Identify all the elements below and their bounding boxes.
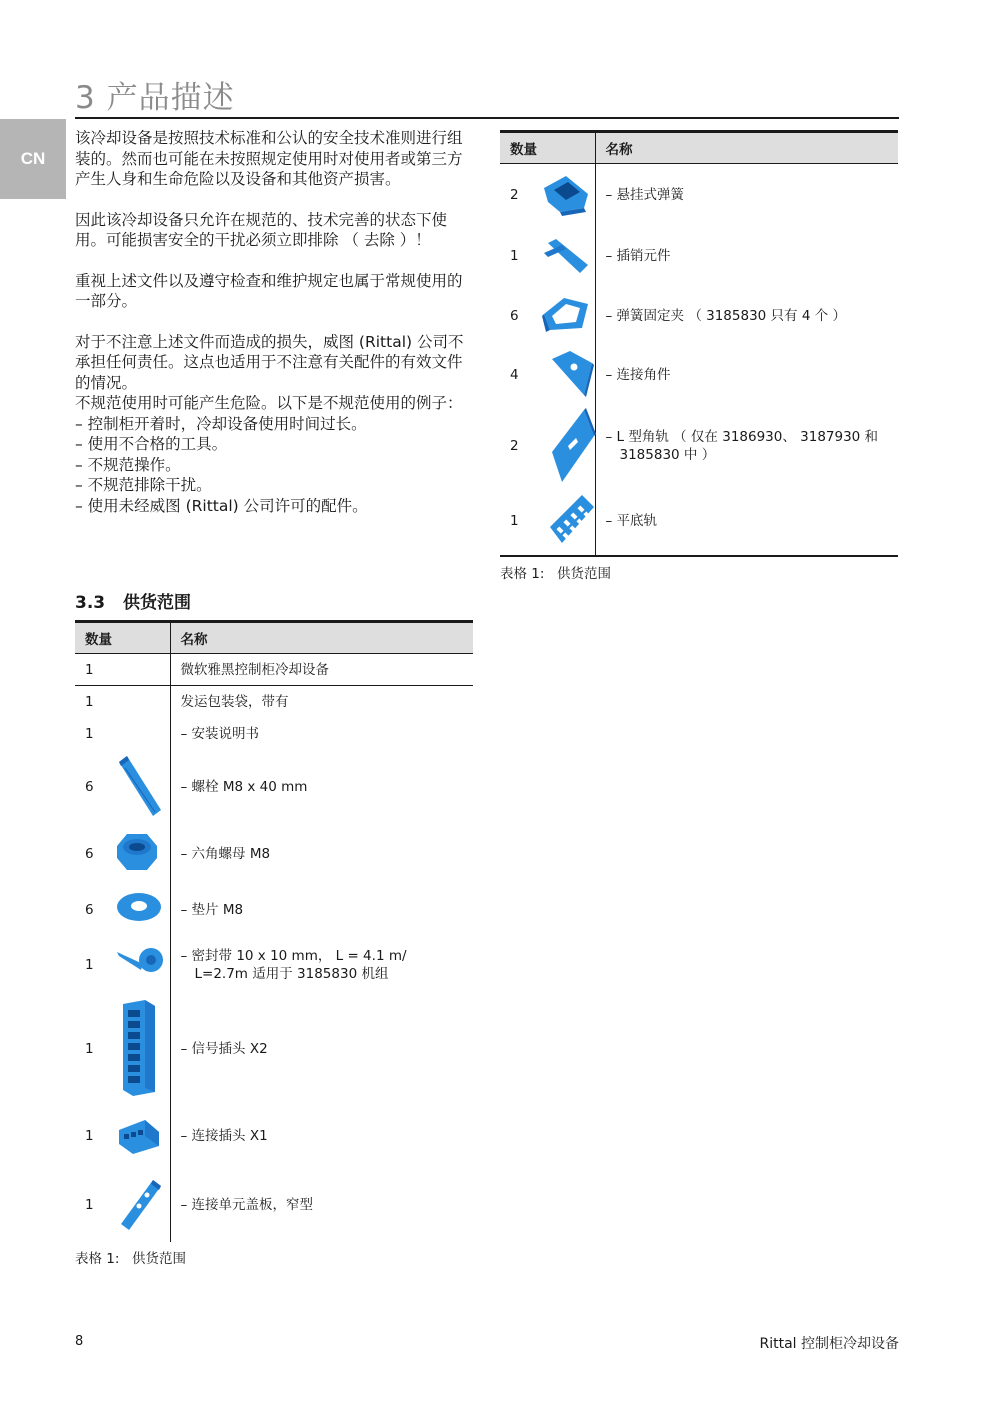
name-header: 名称 xyxy=(595,132,898,164)
caption-text: 供货范围 xyxy=(132,1251,186,1267)
chapter-title: 3 产品描述 xyxy=(75,80,235,116)
name-cell: – 螺栓 M8 x 40 mm xyxy=(180,779,308,795)
name-cell-line2: L=2.7m 适用于 3185830 机组 xyxy=(194,966,389,982)
flat-rail-icon xyxy=(548,493,596,547)
title-rule xyxy=(75,117,899,119)
table-row xyxy=(75,994,473,1104)
spring-clip-icon xyxy=(540,294,592,334)
name-cell: – 连接单元盖板，窄型 xyxy=(180,1197,314,1213)
table-row xyxy=(75,718,473,750)
name-cell: – 悬挂式弹簧 xyxy=(605,186,685,203)
name-cell: 发运包装袋，带有 xyxy=(180,694,289,710)
qty-cell: 1 xyxy=(85,694,94,710)
paragraph-inspection: 重视上述文件以及遵守检查和维护规定也属于常规使用的一部分。 xyxy=(75,271,463,310)
bolt-icon xyxy=(115,754,165,818)
qty-cell: 6 xyxy=(85,779,94,795)
language-tab[interactable]: CN xyxy=(0,119,66,199)
qty-cell: 1 xyxy=(85,726,94,742)
qty-cell: 2 xyxy=(510,437,519,454)
paragraph-condition: 因此该冷却设备只允许在规范的、技术完善的状态下使用。可能损害安全的干扰必须立即排除 （ 去除 ）！ xyxy=(75,210,448,249)
name-cell: – 平底轨 xyxy=(605,513,658,529)
name-cell: – 六角螺母 M8 xyxy=(180,846,271,862)
name-cell-line2: 3185830 中 ） xyxy=(619,446,716,463)
table-row xyxy=(75,936,473,994)
caption-label: 表格 1: xyxy=(500,566,545,582)
name-cell: – 连接角件 xyxy=(605,366,671,383)
qty-cell: 1 xyxy=(85,1197,94,1213)
section-heading xyxy=(75,588,191,613)
table-row xyxy=(500,404,898,487)
name-cell: – 安装说明书 xyxy=(180,726,260,742)
misuse-item: – 不规范操作。 xyxy=(75,455,181,474)
name-cell: – 插销元件 xyxy=(605,247,671,264)
misuse-item: – 控制柜开着时，冷却设备使用时间过长。 xyxy=(75,414,367,433)
table-row xyxy=(500,164,898,226)
paragraph-liability: 对于不注意上述文件而造成的损失，威图 (Rittal) 公司不承担任何责任。这点也适用于不注意有关配件的有效文件的情况。 xyxy=(75,332,464,392)
washer-icon xyxy=(115,890,163,924)
qty-cell: 6 xyxy=(85,846,94,862)
signal-plug-icon xyxy=(115,998,159,1098)
caption-label: 表格 1: xyxy=(75,1251,120,1267)
table-row xyxy=(75,654,473,686)
qty-cell: 1 xyxy=(85,957,94,973)
l-angle-rail-icon xyxy=(548,408,598,484)
caption-text: 供货范围 xyxy=(557,566,611,582)
table-row xyxy=(500,286,898,345)
table-row xyxy=(75,824,473,884)
qty-cell: 1 xyxy=(85,1128,94,1144)
table-row xyxy=(75,1104,473,1168)
suspension-spring-icon xyxy=(540,172,592,216)
name-cell: – 连接插头 X1 xyxy=(180,1128,268,1144)
table-row xyxy=(75,750,473,824)
latch-element-icon xyxy=(540,235,592,275)
page-number: 8 xyxy=(75,1334,84,1349)
name-header: 名称 xyxy=(170,622,473,654)
supply-table-right xyxy=(500,130,898,557)
name-cell: – L 型角轨 （ 仅在 3186930、 3187930 和 xyxy=(605,428,879,445)
qty-cell: 2 xyxy=(510,186,519,203)
qty-cell: 1 xyxy=(85,661,94,678)
misuse-item: – 使用不合格的工具。 xyxy=(75,435,228,453)
table-row xyxy=(500,225,898,286)
cover-plate-icon xyxy=(115,1176,165,1232)
table-caption-right xyxy=(500,562,611,582)
body-text xyxy=(75,128,470,516)
name-cell: 微软雅黑控制柜冷却设备 xyxy=(180,661,329,678)
section-number: 3.3 xyxy=(75,593,106,613)
section-title: 供货范围 xyxy=(123,593,191,613)
table-row xyxy=(75,884,473,936)
table-caption-left xyxy=(75,1247,186,1267)
misuse-item: – 不规范排除干扰。 xyxy=(75,476,212,494)
corner-bracket-icon xyxy=(548,349,594,397)
qty-cell: 6 xyxy=(85,902,94,918)
name-cell: – 信号插头 X2 xyxy=(180,1041,268,1057)
table-row xyxy=(75,686,473,719)
qty-cell: 1 xyxy=(85,1041,94,1057)
supply-table-left xyxy=(75,620,473,1242)
qty-header: 数量 xyxy=(75,622,170,654)
name-cell: – 垫片 M8 xyxy=(180,902,244,918)
name-cell: – 密封带 10 x 10 mm， L = 4.1 m/ xyxy=(180,948,407,964)
sealing-tape-icon xyxy=(115,946,165,976)
footer-brand: Rittal 控制柜冷却设备 xyxy=(759,1336,899,1352)
qty-cell: 4 xyxy=(510,366,519,383)
paragraph-misuse-intro: 不规范使用时可能产生危险。以下是不规范使用的例子： xyxy=(75,394,463,412)
name-cell: – 弹簧固定夹 （ 3185830 只有 4 个 ） xyxy=(605,307,847,324)
qty-header: 数量 xyxy=(500,132,595,164)
paragraph-safety: 该冷却设备是按照技术标准和公认的安全技术准则进行组装的。然而也可能在未按照规定使用时对使用者或第三方产生人身和生命危险以及设备和其他资产损害。 xyxy=(75,129,463,188)
misuse-item: – 使用未经威图 (Rittal) 公司许可的配件。 xyxy=(75,496,368,515)
table-row xyxy=(75,1168,473,1242)
qty-cell: 1 xyxy=(510,513,519,529)
connector-plug-icon xyxy=(115,1116,163,1156)
hex-nut-icon xyxy=(115,830,159,874)
qty-cell: 6 xyxy=(510,307,519,324)
qty-cell: 1 xyxy=(510,247,519,264)
table-row xyxy=(500,345,898,404)
table-row xyxy=(500,487,898,556)
